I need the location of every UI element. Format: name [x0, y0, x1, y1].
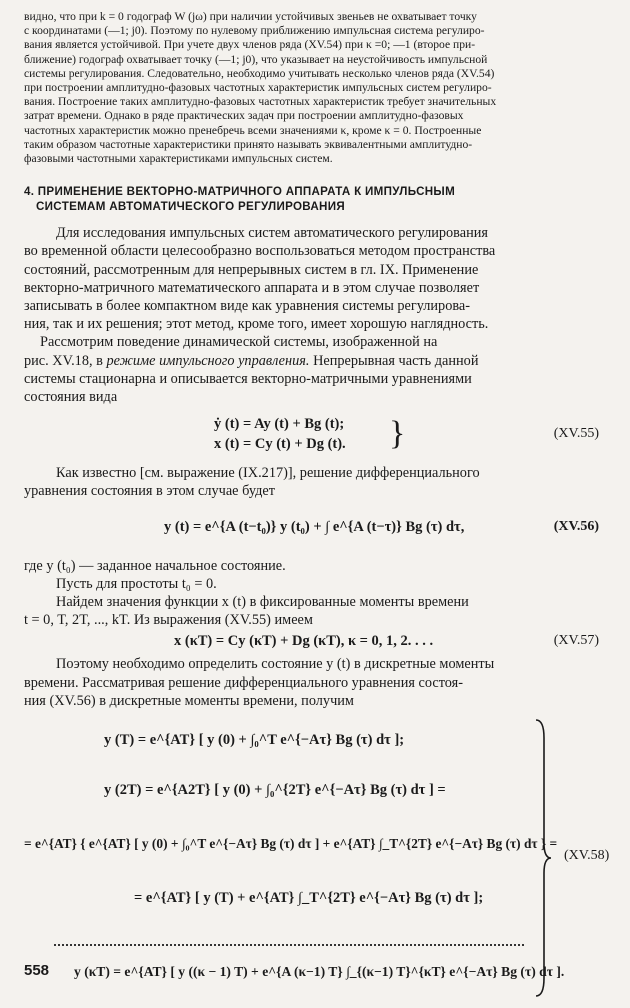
- equation-number: (XV.58): [564, 848, 610, 864]
- text-line: уравнения состояния в этом случае будет: [24, 483, 275, 500]
- text-line: состояний, рассмотренным для непрерывных систем в гл. IX. Применение: [24, 261, 479, 278]
- text-line: с координатами (—1; j0). Поэтому по нулевому приближению импульсная система регулиро-: [24, 24, 485, 38]
- equation-line: = e^{AT} { e^{AT} [ y (0) + ∫₀^T e^{−Aτ} Bg (τ) dτ ] + e^{AT} ∫_T^{2T} e^{−Aτ} Bg (τ) dτ } =: [24, 836, 558, 852]
- paragraph-5: [24, 655, 609, 710]
- equation-line: ẏ (t) = Ay (t) + Bg (t);: [214, 416, 345, 433]
- text-line: при построении амплитудно-фазовых частотных характеристик импульсных систем регулиро-: [24, 81, 492, 95]
- right-brace-icon: }: [389, 415, 406, 453]
- paragraph-3: [24, 464, 609, 500]
- text-line: во временной области целесообразно воспользоваться методом пространства: [24, 243, 496, 260]
- equation-line: y (2T) = e^{A2T} [ y (0) + ∫₀^{2T} e^{−Aτ} Bg (τ) dτ ] =: [104, 782, 446, 799]
- equation-xv57: [24, 631, 609, 653]
- text-line: [24, 352, 609, 370]
- page-number: 558: [24, 962, 50, 979]
- ellipsis-divider: [54, 944, 524, 946]
- text-line: записывать в более компактном виде как уравнения системы регулирова-: [24, 298, 471, 315]
- text-line: затрат времени. Однако в ряде практических задач при построении амплитудно-фазовых: [24, 109, 464, 123]
- equation-number: (XV.56): [553, 518, 599, 534]
- page: [24, 10, 609, 1008]
- text-line: таким образом частотные характеристики принято называть эквивалентными амплитудно-: [24, 137, 473, 151]
- top-paragraph: [24, 10, 609, 166]
- text-line: Для исследования импульсных систем автоматического регулирования: [56, 225, 488, 242]
- equation-xv55: [24, 412, 609, 458]
- text-line: вания. Построение таких амплитудно-фазовых частотных характеристик требует значительных: [24, 95, 497, 109]
- text-line: Как известно [см. выражение (IX.217)], решение дифференциального: [56, 465, 480, 482]
- text-line: состояния вида: [24, 389, 118, 406]
- paragraph-2: [24, 333, 609, 406]
- equation-number: (XV.57): [553, 633, 599, 649]
- text-line: времени. Рассматривая решение дифференциального уравнения состоя-: [24, 674, 463, 691]
- text-line: ния (XV.56) в дискретные моменты времени, получим: [24, 692, 354, 709]
- equation-line: y (κT) = e^{AT} [ y ((κ − 1) T) + e^{A (κ−1) T} ∫_{(κ−1) T}^{κT} e^{−Aτ} Bg (τ) dτ ].: [74, 964, 565, 980]
- text-line: векторно-матричного математического аппарата и в этом случае позволяет: [24, 279, 480, 296]
- text-span: рис. XV.18, в: [24, 352, 107, 369]
- text-line: Рассмотрим поведение динамической системы, изображенной на: [40, 334, 438, 351]
- text-line: вания является устойчивой. При учете двух членов ряда (XV.54) при κ =0; —1 (второе при-: [24, 38, 476, 52]
- text-line: ния, так и их решения; этот метод, кроме того, имеет хорошую наглядность.: [24, 316, 489, 333]
- text-line: системы стационарна и описывается векторно-матричными уравнениями: [24, 370, 472, 387]
- text-span: Непрерывная часть данной: [309, 352, 479, 369]
- section-title-line2: СИСТЕМАМ АВТОМАТИЧЕСКОГО РЕГУЛИРОВАНИЯ: [36, 200, 345, 214]
- equation-line: x (t) = Cy (t) + Dg (t).: [214, 436, 346, 453]
- equation-xv58: [24, 718, 609, 1008]
- text-line: где y (t₀) — заданное начальное состояние.: [24, 557, 286, 574]
- equation-xv56: [24, 507, 609, 551]
- text-line: ближение) годограф охватывает точку (—1; j0), что указывает на неустойчивость импульсной: [24, 52, 488, 66]
- right-brace-icon: [534, 718, 552, 998]
- equation-line: x (κT) = Cy (κT) + Dg (κT), κ = 0, 1, 2. . . .: [174, 633, 434, 650]
- text-line: частотных характеристик можно пренебречь всеми значениями κ, кроме κ = 0. Построенные: [24, 123, 482, 137]
- paragraph-1: [24, 224, 609, 333]
- equation-line: = e^{AT} [ y (T) + e^{AT} ∫_T^{2T} e^{−Aτ} Bg (τ) dτ ];: [134, 890, 484, 907]
- section-heading: [24, 184, 609, 214]
- text-line: фазовыми частотными характеристиками импульсных систем.: [24, 152, 333, 166]
- text-line: Найдем значения функции x (t) в фиксированные моменты времени: [56, 594, 469, 611]
- text-line: t = 0, T, 2T, ..., kT. Из выражения (XV.55) имеем: [24, 612, 313, 629]
- text-line: видно, что при k = 0 годограф W (jω) при наличии устойчивых звеньев не охватывает точку: [24, 10, 477, 23]
- equation-line: y (T) = e^{AT} [ y (0) + ∫₀^T e^{−Aτ} Bg (τ) dτ ];: [104, 732, 405, 749]
- paragraph-4: [24, 557, 609, 630]
- equation-line: y (t) = e^{A (t−t₀)} y (t₀) + ∫ e^{A (t−τ)} Bg (τ) dτ,: [164, 518, 465, 535]
- text-line: Поэтому необходимо определить состояние y (t) в дискретные моменты: [56, 656, 495, 673]
- section-title-line1: 4. ПРИМЕНЕНИЕ ВЕКТОРНО-МАТРИЧНОГО АППАРАТА К ИМПУЛЬСНЫМ: [24, 185, 456, 199]
- text-line: Пусть для простоты t₀ = 0.: [56, 575, 217, 592]
- italic-span: режиме импульсного управления.: [106, 352, 310, 369]
- text-line: системы регулирования. Следовательно, необходимо учитывать несколько членов ряда (XV.54): [24, 66, 495, 80]
- equation-number: (XV.55): [553, 426, 599, 442]
